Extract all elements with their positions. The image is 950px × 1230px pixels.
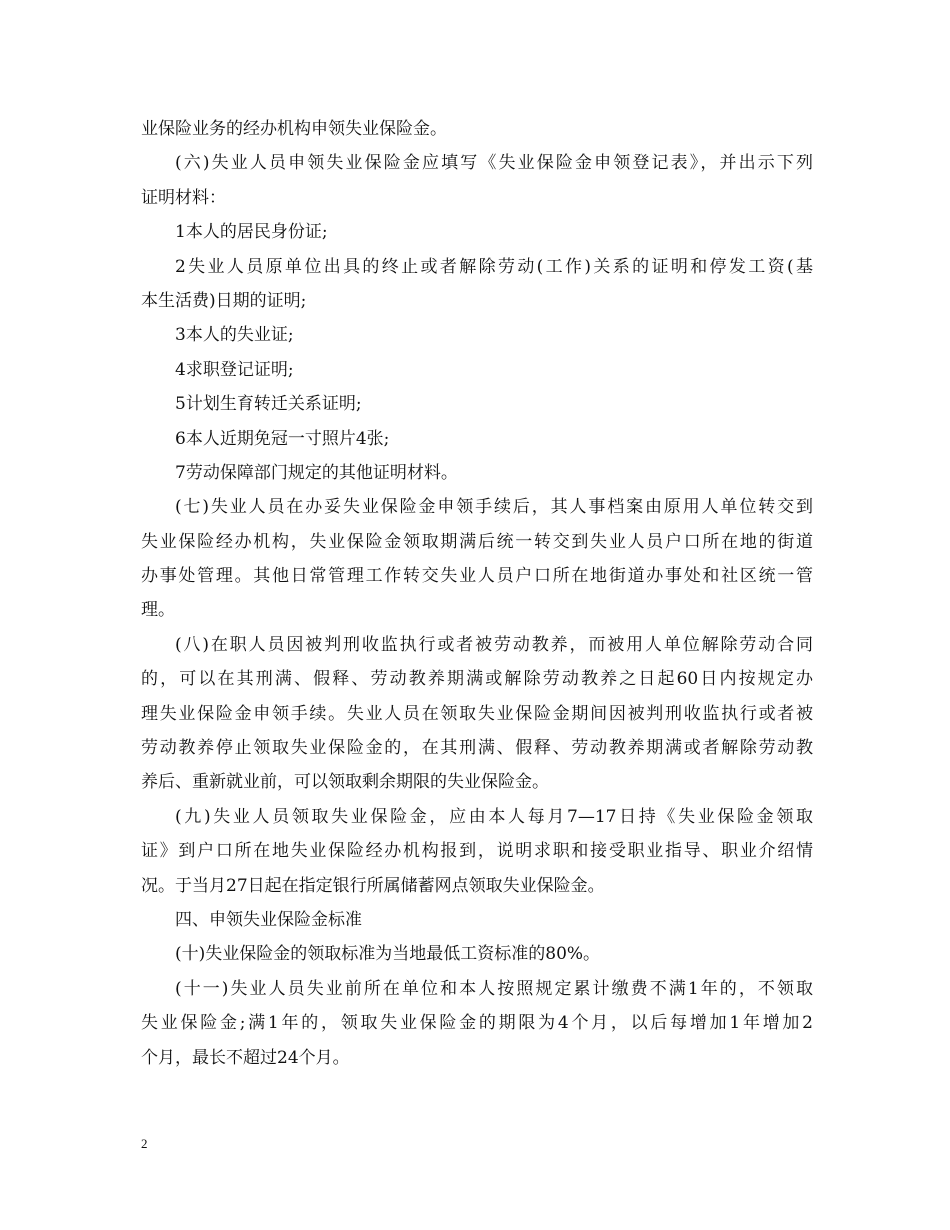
text-line: 养后、重新就业前，可以领取剩余期限的失业保险金。 <box>141 772 549 793</box>
text-line: 证》到户口所在地失业保险经办机构报到，说明求职和接受职业指导、职业介绍情 <box>141 841 813 862</box>
text-line: 个月，最长不超过24个月。 <box>141 1047 350 1068</box>
text-line: 4求职登记证明; <box>175 359 294 380</box>
text-line: (十)失业保险金的领取标准为当地最低工资标准的80%。 <box>175 944 601 965</box>
text-line: 2失业人员原单位出具的终止或者解除劳动(工作)关系的证明和停发工资(基 <box>175 256 813 277</box>
text-line: 业保险业务的经办机构申领失业保险金。 <box>141 119 447 139</box>
text-line: 5计划生育转迁关系证明; <box>175 394 362 415</box>
text-line: 四、申领失业保险金标准 <box>175 909 362 930</box>
text-line: 失业保险经办机构，失业保险金领取期满后统一转交到失业人员户口所在地的街道 <box>141 531 813 552</box>
text-line: 7劳动保障部门规定的其他证明材料。 <box>175 462 458 483</box>
page-number: 2 <box>141 1136 148 1151</box>
text-line: 失业保险金;满1年的，领取失业保险金的期限为4个月，以后每增加1年增加2 <box>141 1013 813 1034</box>
text-line: 本生活费)日期的证明; <box>141 290 307 311</box>
document-body <box>141 112 813 1075</box>
text-line: 理失业保险金申领手续。失业人员在领取失业保险金期间因被判刑收监执行或者被 <box>141 703 813 724</box>
text-line: 6本人近期免冠一寸照片4张; <box>175 428 390 449</box>
text-line: (十一)失业人员失业前所在单位和本人按照规定累计缴费不满1年的，不领取 <box>175 978 813 999</box>
text-line: (七)失业人员在办妥失业保险金申领手续后，其人事档案由原用人单位转交到 <box>175 497 813 518</box>
text-line: (八)在职人员因被判刑收监执行或者被劳动教养，而被用人单位解除劳动合同 <box>175 634 813 655</box>
text-line: (九)失业人员领取失业保险金，应由本人每月7—17日持《失业保险金领取 <box>175 806 813 827</box>
text-line: 1本人的居民身份证; <box>175 222 328 243</box>
text-line: 证明材料： <box>141 187 226 208</box>
text-line: 况。于当月27日起在指定银行所属储蓄网点领取失业保险金。 <box>141 875 605 896</box>
text-line: 3本人的失业证; <box>175 325 294 346</box>
text-line: 办事处管理。其他日常管理工作转交失业人员户口所在地街道办事处和社区统一管 <box>141 566 813 587</box>
text-line: (六)失业人员申领失业保险金应填写《失业保险金申领登记表》，并出示下列 <box>175 153 813 174</box>
text-line: 劳动教养停止领取失业保险金的，在其刑满、假释、劳动教养期满或者解除劳动教 <box>141 738 813 759</box>
text-line: 的，可以在其刑满、假释、劳动教养期满或解除劳动教养之日起60日内按规定办 <box>141 669 813 690</box>
text-line: 理。 <box>141 600 175 621</box>
